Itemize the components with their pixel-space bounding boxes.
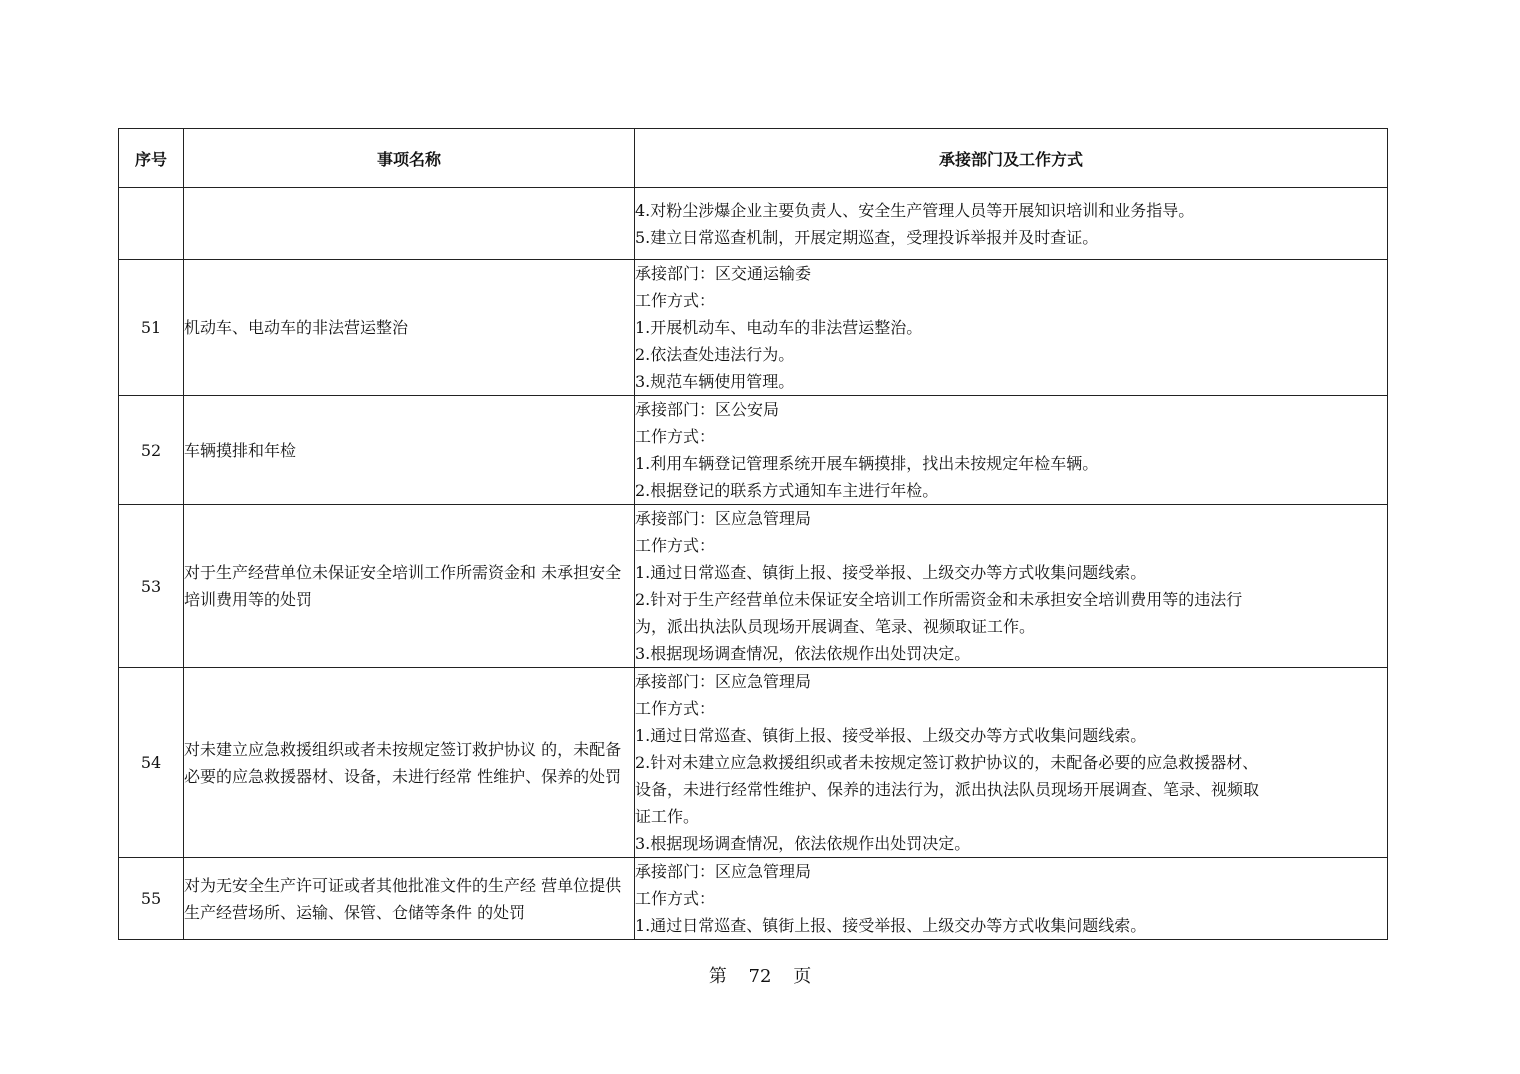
- row-number: 53: [119, 505, 184, 668]
- row-item-name: [184, 505, 635, 668]
- header-number: 序号: [119, 129, 184, 188]
- work-line: 2.针对于生产经营单位未保证安全培训工作所需资金和未承担安全培训费用等的违法行: [635, 590, 1243, 609]
- table-header-row: [119, 129, 1388, 188]
- row-item-name: [184, 858, 635, 940]
- item-name-line: 对于生产经营单位未保证安全培训工作所需资金和: [184, 563, 537, 582]
- work-line: 1.通过日常巡查、镇街上报、接受举报、上级交办等方式收集问题线索。: [635, 563, 1147, 582]
- footer-prefix: 第: [708, 966, 727, 987]
- item-name-line: 营单位提供生产经营场所、运输、保管、仓储等条件: [184, 875, 622, 922]
- work-line: 3.根据现场调查情况，依法依规作出处罚决定。: [635, 834, 971, 853]
- item-name-line: 对为无安全生产许可证或者其他批准文件的生产经: [184, 875, 537, 895]
- row-number: 55: [119, 858, 184, 940]
- work-line: 工作方式：: [635, 889, 716, 908]
- row-work-method: [635, 188, 1388, 260]
- row-number: 51: [119, 260, 184, 396]
- row-work-method: [635, 668, 1388, 858]
- row-number: 54: [119, 668, 184, 858]
- row-work-method: [635, 505, 1388, 668]
- work-line: 承接部门：区公安局: [635, 400, 780, 419]
- row-work-method: [635, 260, 1388, 396]
- work-line: 承接部门：区交通运输委: [635, 264, 812, 283]
- work-line: 证工作。: [635, 807, 700, 826]
- work-line: 承接部门：区应急管理局: [635, 862, 812, 881]
- work-line: 承接部门：区应急管理局: [635, 672, 812, 691]
- work-line: 4.对粉尘涉爆企业主要负责人、安全生产管理人员等开展知识培训和业务指导。: [635, 201, 1195, 220]
- work-line: 1.通过日常巡查、镇街上报、接受举报、上级交办等方式收集问题线索。: [635, 726, 1147, 745]
- item-name-line: 机动车、电动车的非法营运整治: [184, 318, 409, 337]
- work-line: 1.通过日常巡查、镇街上报、接受举报、上级交办等方式收集问题线索。: [635, 916, 1147, 935]
- work-line: 2.依法查处违法行为。: [635, 345, 795, 364]
- item-name-line: 车辆摸排和年检: [184, 440, 297, 460]
- table-row: [119, 858, 1388, 940]
- row-item-name: [184, 260, 635, 396]
- work-line: 2.根据登记的联系方式通知车主进行年检。: [635, 481, 939, 500]
- work-line: 工作方式：: [635, 427, 716, 446]
- table-row: [119, 668, 1388, 858]
- row-item-name: [184, 668, 635, 858]
- footer-suffix: 页: [793, 966, 812, 987]
- row-work-method: [635, 858, 1388, 940]
- work-line: 设备，未进行经常性维护、保养的违法行为，派出执法队员现场开展调查、笔录、视频取: [635, 780, 1260, 799]
- item-name-line: 的，未配备必要的应急救援器材、设备，未进行经常: [184, 739, 622, 786]
- table-row: [119, 188, 1388, 260]
- work-line: 工作方式：: [635, 699, 716, 718]
- table-row: [119, 505, 1388, 668]
- row-item-name: [184, 188, 635, 260]
- row-work-method: [635, 396, 1388, 505]
- work-line: 2.针对未建立应急救援组织或者未按规定签订救护协议的，未配备必要的应急救援器材、: [635, 753, 1259, 772]
- item-name-line: 性维护、保养的处罚: [477, 766, 622, 786]
- table-row: [119, 260, 1388, 396]
- work-line: 1.开展机动车、电动车的非法营运整治。: [635, 318, 923, 337]
- table-row: [119, 396, 1388, 505]
- page-footer: [0, 962, 1520, 988]
- row-item-name: [184, 396, 635, 505]
- work-line: 3.规范车辆使用管理。: [635, 372, 795, 391]
- item-name-line: 的处罚: [477, 902, 526, 922]
- row-number: [119, 188, 184, 260]
- work-line: 工作方式：: [635, 536, 716, 555]
- work-line: 承接部门：区应急管理局: [635, 509, 812, 528]
- matters-table: [118, 128, 1388, 940]
- work-line: 为，派出执法队员现场开展调查、笔录、视频取证工作。: [635, 617, 1036, 636]
- work-line: 工作方式：: [635, 291, 716, 310]
- header-item-name: 事项名称: [184, 129, 635, 188]
- row-number: 52: [119, 396, 184, 505]
- page-number: 72: [748, 966, 772, 987]
- work-line: 5.建立日常巡查机制，开展定期巡查，受理投诉举报并及时查证。: [635, 228, 1099, 247]
- item-name-line: 未承担安全培训费用等的处罚: [184, 563, 622, 609]
- work-line: 1.利用车辆登记管理系统开展车辆摸排，找出未按规定年检车辆。: [635, 454, 1099, 473]
- work-line: 3.根据现场调查情况，依法依规作出处罚决定。: [635, 644, 971, 663]
- header-department-method: 承接部门及工作方式: [635, 129, 1388, 188]
- item-name-line: 对未建立应急救援组织或者未按规定签订救护协议: [184, 739, 537, 759]
